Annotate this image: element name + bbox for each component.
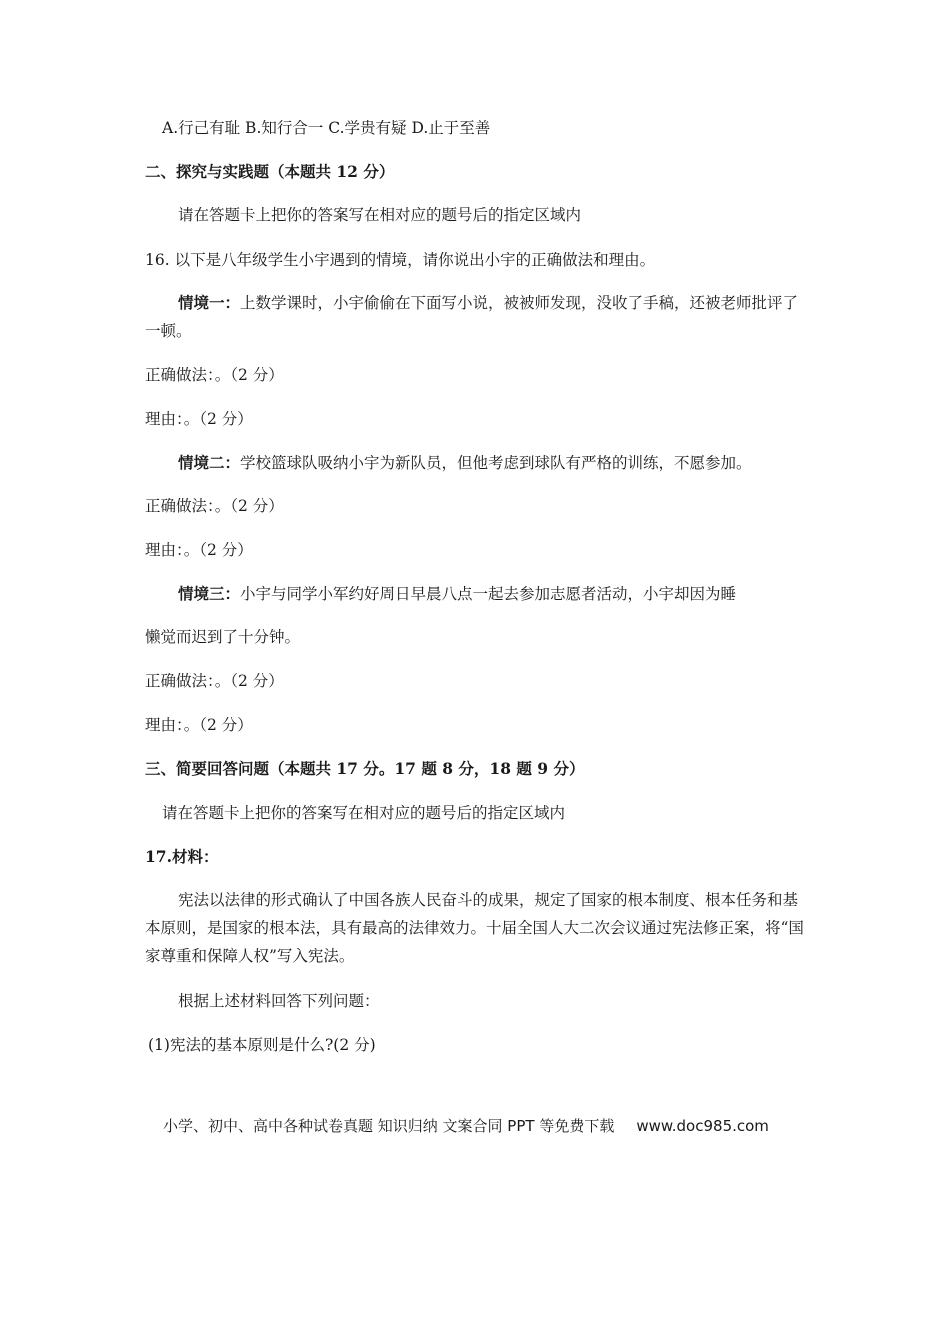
scenario-2-label: 情境二： (178, 453, 241, 472)
scenario-3-reason: 理由：。（2 分） (145, 716, 253, 734)
page-footer (163, 1115, 769, 1137)
scenario-3 (178, 583, 736, 605)
scenario-3-label: 情境三： (178, 584, 241, 603)
scenario-3-practice: 正确做法：。（2 分） (145, 672, 284, 690)
section-heading-3: 三、简要回答问题（本题共 17 分。17 题 8 分，18 题 9 分） (145, 759, 585, 778)
question-17-material: 宪法以法律的形式确认了中国各族人民奋斗的成果，规定了国家的根本制度、根本任务和基本原则，是国家的根本法，具有最高的法律效力。十届全国人大二次会议通过宪法修正案，将“国家尊重和保障人权”写入宪法。 (145, 891, 804, 965)
scenario-3-text-line2: 懒觉而迟到了十分钟。 (145, 628, 301, 646)
scenario-2-text: 学校篮球队吸纳小宇为新队员，但他考虑到球队有严格的训练，不愿参加。 (240, 454, 752, 472)
scenario-2-practice: 正确做法：。（2 分） (145, 497, 284, 515)
scenario-1 (145, 289, 807, 345)
question-17-sub1: (1)宪法的基本原则是什么?(2 分) (148, 1036, 376, 1054)
answer-choices: A.行己有耻 B.知行合一 C.学贵有疑 D.止于至善 (162, 119, 491, 137)
question-17-label: 17.材料： (145, 847, 219, 866)
section-heading-2: 二、探究与实践题（本题共 12 分） (145, 162, 395, 181)
scenario-1-text: 上数学课时，小宇偷偷在下面写小说，被被师发现，没收了手稿，还被老师批评了一顿。 (145, 294, 799, 340)
footer-url[interactable]: www.doc985.com (636, 1117, 769, 1135)
scenario-2 (178, 452, 752, 474)
scenario-3-text-line1: 小宇与同学小军约好周日早晨八点一起去参加志愿者活动，小宇却因为睡 (240, 585, 737, 603)
scenario-1-label: 情境一： (178, 293, 241, 312)
question-16-stem: 16. 以下是八年级学生小宇遇到的情境，请你说出小宇的正确做法和理由。 (145, 251, 656, 269)
scenario-1-reason: 理由：。（2 分） (145, 410, 253, 428)
footer-text: 小学、初中、高中各种试卷真题 知识归纳 文案合同 PPT 等免费下载 (163, 1117, 615, 1135)
question-17-prompt: 根据上述材料回答下列问题： (178, 992, 380, 1010)
section-instruction-2: 请在答题卡上把你的答案写在相对应的题号后的指定区域内 (178, 206, 582, 224)
section-instruction-3: 请在答题卡上把你的答案写在相对应的题号后的指定区域内 (162, 804, 566, 822)
scenario-2-reason: 理由：。（2 分） (145, 541, 253, 559)
scenario-1-practice: 正确做法：。（2 分） (145, 366, 284, 384)
